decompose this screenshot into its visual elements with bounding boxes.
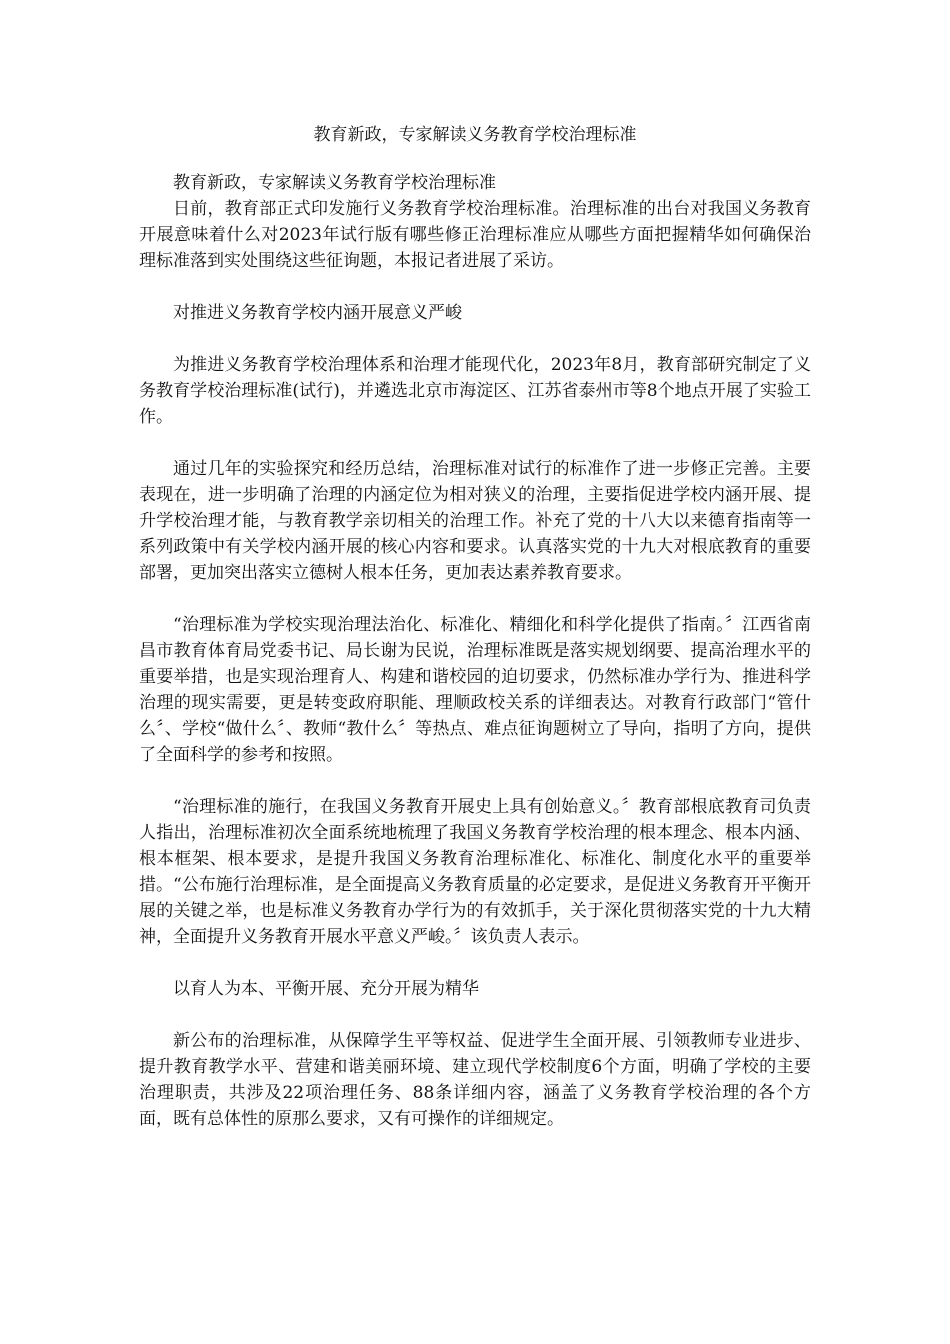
paragraph-gap [139,430,811,456]
paragraph-intro: 日前，教育部正式印发施行义务教育学校治理标准。治理标准的出台对我国义务教育开展意味着什么对2023年试行版有哪些修正治理标准应从哪些方面把握精华如何确保治理标准落到实处围绕这些征询题，本报记者进展了采访。 [139,199,811,271]
section-heading-essence: 以育人为本、平衡开展、充分开展为精华 [173,979,479,999]
paragraph-six-aspects: 新公布的治理标准，从保障学生平等权益、促进学生全面开展、引领教师专业进步、提升教育教学水平、营建和谐美丽环境、建立现代学校制度6个方面，明确了学校的主要治理职责，共涉及22项治理任务、88条详细内容，涵盖了义务教育学校治理的各个方面，既有总体性的原那么要求，又有可操作的详细规定。 [139,1031,811,1129]
paragraph-gap [139,950,811,976]
paragraph-gap [139,1002,811,1028]
paragraph-quote-nanchang: “治理标准为学校实现治理法治化、标准化、精细化和科学化提供了指南。〞江西省南昌市教育体育局党委书记、局长谢为民说，治理标准既是落实规划纲要、提高治理水平的重要举措，也是实现治理育人、构建和谐校园的迫切要求，仍然标准办学行为、推进科学治理的现实需要，更是转变政府职能、理顺政校关系的详细表达。对教育行政部门“管什么〞、学校“做什么〞、教师“教什么〞等热点、难点征询题树立了导向，指明了方向，提供了全面科学的参考和按照。 [139,615,811,765]
paragraph-background: 为推进义务教育学校治理体系和治理才能现代化，2023年8月，教育部研究制定了义务教育学校治理标准(试行)，并遴选北京市海淀区、江苏省泰州市等8个地点开展了实验工作。 [139,355,811,427]
paragraph-gap [139,274,811,300]
paragraph-gap [139,586,811,612]
document-page [139,122,811,1132]
paragraph-quote-ministry: “治理标准的施行，在我国义务教育开展史上具有创始意义。〞教育部根底教育司负责人指出，治理标准初次全面系统地梳理了我国义务教育学校治理的根本理念、根本内涵、根本框架、根本要求，是提升我国义务教育治理标准化、标准化、制度化水平的重要举措。“公布施行治理标准，是全面提高义务教育质量的必定要求，是促进义务教育开平衡开展的关键之举，也是标准义务教育办学行为的有效抓手，关于深化贯彻落实党的十九大精神，全面提升义务教育开展水平意义严峻。〞该负责人表示。 [139,797,811,947]
section-heading-significance: 对推进义务教育学校内涵开展意义严峻 [173,303,462,323]
paragraph-heading-repeat: 教育新政，专家解读义务教育学校治理标准 [173,173,496,193]
document-title: 教育新政，专家解读义务教育学校治理标准 [313,125,637,145]
paragraph-revisions: 通过几年的实验探究和经历总结，治理标准对试行的标准作了进一步修正完善。主要表现在，进一步明确了治理的内涵定位为相对狭义的治理，主要指促进学校内涵开展、提升学校治理才能，与教育教学亲切相关的治理工作。补充了党的十八大以来德育指南等一系列政策中有关学校内涵开展的核心内容和要求。认真落实党的十九大对根底教育的重要部署，更加突出落实立德树人根本任务，更加表达素养教育要求。 [139,459,811,583]
paragraph-gap [139,326,811,352]
paragraph-gap [139,768,811,794]
